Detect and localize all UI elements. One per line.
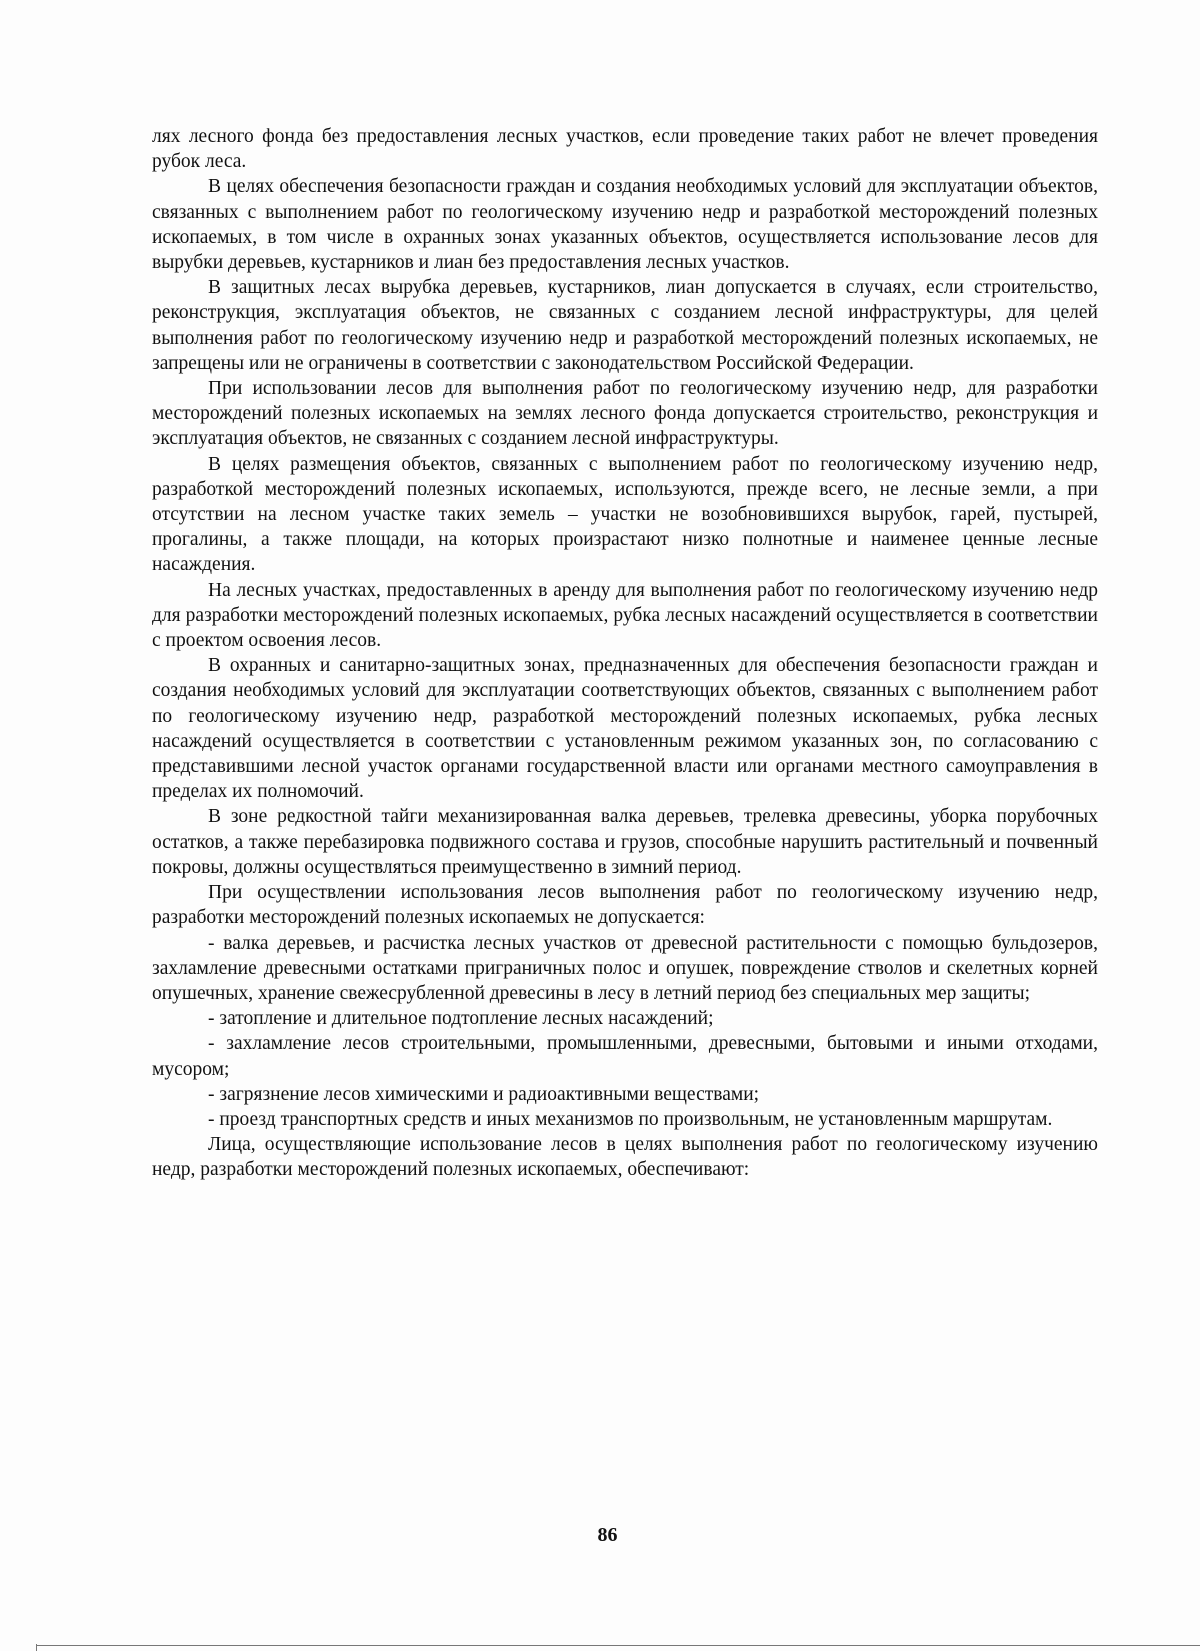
body-text — [152, 124, 1098, 1183]
paragraph: В защитных лесах вырубка деревьев, кустарников, лиан допускается в случаях, если строительство, реконструкция, эксплуатация объектов, не связанных с созданием лесной инфраструктуры, для целей выполнения работ по геологическому изучению недр и разработкой месторождений полезных ископаемых, не запрещены или не ограничены в соответствии с законодательством Российской Федерации. — [152, 277, 1098, 374]
paragraph: При использовании лесов для выполнения работ по геологическому изучению недр, для разработки месторождений полезных ископаемых на землях лесного фонда допускается строительство, реконструкция и эксплуатация объектов, не связанных с созданием лесной инфраструктуры. — [152, 378, 1098, 450]
paragraph-continuation: лях лесного фонда без предоставления лесных участков, если проведение таких работ не влечет проведения рубок леса. — [152, 126, 1098, 173]
paragraph: В целях размещения объектов, связанных с выполнением работ по геологическому изучению недр, разработкой месторождений полезных ископаемых, используются, прежде всего, не лесные земли, а при отсутствии на лесном участке таких земель – участки не возобновившихся вырубок, гарей, пустырей, прогалины, а также площади, на которых произрастают низко полнотные и наименее ценные лесные насаждения. — [152, 453, 1098, 576]
list-item: - загрязнение лесов химическими и радиоактивными веществами; — [208, 1083, 760, 1105]
paragraph: На лесных участках, предоставленных в аренду для выполнения работ по геологическому изучению недр для разработки месторождений полезных ископаемых, рубка лесных насаждений осуществляется в соответствии с проектом освоения лесов. — [152, 579, 1098, 652]
scan-edge-line — [36, 1645, 1200, 1646]
scan-edge-corner — [36, 1644, 37, 1651]
paragraph: В целях обеспечения безопасности граждан и создания необходимых условий для эксплуатации объектов, связанных с выполнением работ по геологическому изучению недр и разработкой месторождений полезных ископаемых, в том числе в охранных зонах указанных объектов, осуществляется использование лесов для вырубки деревьев, кустарников и лиан без предоставления лесных участков. — [152, 176, 1098, 274]
paragraph: В зоне редкостной тайги механизированная валка деревьев, трелевка древесины, уборка порубочных остатков, а также перебазировка подвижного состава и грузов, способные нарушить растительный и почвенный покровы, должны осуществляться преимущественно в зимний период. — [152, 806, 1098, 878]
list-item: - проезд транспортных средств и иных механизмов по произвольным, не установленным маршрутам. — [208, 1108, 1053, 1130]
page-number: 86 — [597, 1524, 618, 1546]
paragraph: При осуществлении использования лесов выполнения работ по геологическому изучению недр, разработки месторождений полезных ископаемых не допускается: — [152, 882, 1098, 929]
paragraph: Лица, осуществляющие использование лесов в целях выполнения работ по геологическому изучению недр, разработки месторождений полезных ископаемых, обеспечивают: — [152, 1134, 1098, 1181]
list-item: - затопление и длительное подтопление лесных насаждений; — [208, 1008, 714, 1030]
list-item: - захламление лесов строительными, промышленными, древесными, бытовыми и иными отходами, мусором; — [152, 1033, 1098, 1080]
list-item: - валка деревьев, и расчистка лесных участков от древесной растительности с помощью бульдозеров, захламление древесными остатками приграничных полос и опушек, повреждение стволов и скелетных корней опушечных, хранение свежесрубленной древесины в лесу в летний период без специальных мер защиты; — [152, 932, 1098, 1004]
paragraph: В охранных и санитарно-защитных зонах, предназначенных для обеспечения безопасности граждан и создания необходимых условий для эксплуатации соответствующих объектов, связанных с выполнением работ по геологическому изучению недр, разработкой месторождений полезных ископаемых, рубка лесных насаждений осуществляется в соответствии с установленным режимом указанных зон, по согласованию с представившими лесной участок органами государственной власти или органами местного самоуправления в пределах их полномочий. — [152, 655, 1098, 803]
